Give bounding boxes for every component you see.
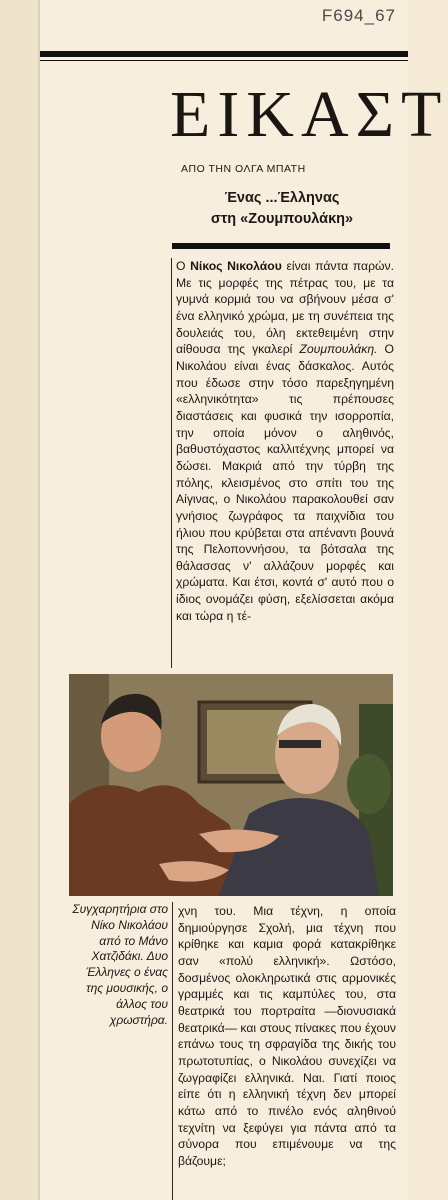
headline-rule [172,243,390,249]
article-intro: Ο [176,259,191,273]
header-rule-thin [40,60,408,61]
article-body-column [176,258,394,624]
gallery-name: Ζουμπουλάκη. [299,342,378,357]
headline [170,188,394,230]
byline: ΑΠΟ ΤΗΝ ΟΛΓΑ ΜΠΑΤΗ [181,163,306,175]
page-gutter [0,0,40,1200]
headline-line-1: Ένας ...Έλληνας [224,190,340,206]
headline-line-2: στη «Ζουμπουλάκη» [210,211,354,227]
article-body-continued: χνη του. Μια τέχνη, η οποία δημιούργησε Σχολή, μια τέχνη που κρίθηκε και καμια φορά κατακρίθηκε σαν «πολύ ελληνική». Ωστόσο, δοσμένος ολοκληρωτικά στις αρμονικές γραμμές και τις καμπύλες του, στα θεατρικά του πορτραίτα —διονυσιακά θεατρικά— και στους πίνακες που έχουν επάνω τους τη σφραγίδα της δικής του πρωτοτυπίας, ο Νικολάου συνεχίζει να ζωγραφίζει ελληνικά. Ναι. Γιατί ποιος είπε ότι η ελληνική τέχνη δεν μπορεί κάτω από το πινέλο ενός αληθινού τεχνίτη να ξεφύγει για πάντα από τα σύνορα που επιμένουμε να της βάζουμε; [178,904,396,1168]
article-paragraph-1 [176,258,394,624]
photo-caption: Συγχαρητήρια στο Νίκο Νικολάου από το Μάνο Χατζιδάκι. Δυο Έλληνες ο ένας της μουσικής, ο άλλος του χρωστήρα. [72,902,168,1027]
article-text: είναι πάντα παρών. Με τις μορφές της πέτρας του, με τα γυμνά κορμιά του να σβήνουν μέσα σ' ένα ελληνικό χρώμα, με τη συνέπεια της δουλειάς του, όλη εκτεθειμένη στην αίθουσα της γκαλερί [176,259,394,357]
column-rule [171,258,172,668]
section-title: ΕΙΚΑΣΤ [170,78,448,151]
photo-illustration [69,674,393,896]
catalog-mark: F694_67 [321,6,396,25]
artist-name: Νίκος Νικολάου [190,259,282,273]
column-rule-lower [172,902,173,1200]
article-text-rest: Ο Νικολάου είναι ένας δάσκαλος. Αυτός που έδωσε στην τόσο παρεξηγημένη «ελληνικότητα» τις πρέπουσες διαστάσεις και φυσικά την ισορροπία, την οποία μόνον ο αληθινός, βαθυστόχαστος καλλιτέχνης μπορεί να δώσει. Μακριά από την τύρβη της πόλης, κλεισμένος στο σπίτι του της Αίγινας, ο Νικολάου παρακολουθεί σαν γνήσιος ζωγράφος τα παιχνίδια του ήλιου που κρύβεται στα απέναντι βουνά της Πελοποννήσου, τα βότσαλα της θάλασσας ν' αλλάζουν μορφές και χρώματα. Και έτσι, κοντά σ' αυτό που ο ίδιος ονομάζει φύση, εξελίσσεται ακόμα και τώρα η τέ- [176,342,395,623]
header-rule [40,51,408,57]
photo-nikolaou-hatzidakis [69,674,393,896]
